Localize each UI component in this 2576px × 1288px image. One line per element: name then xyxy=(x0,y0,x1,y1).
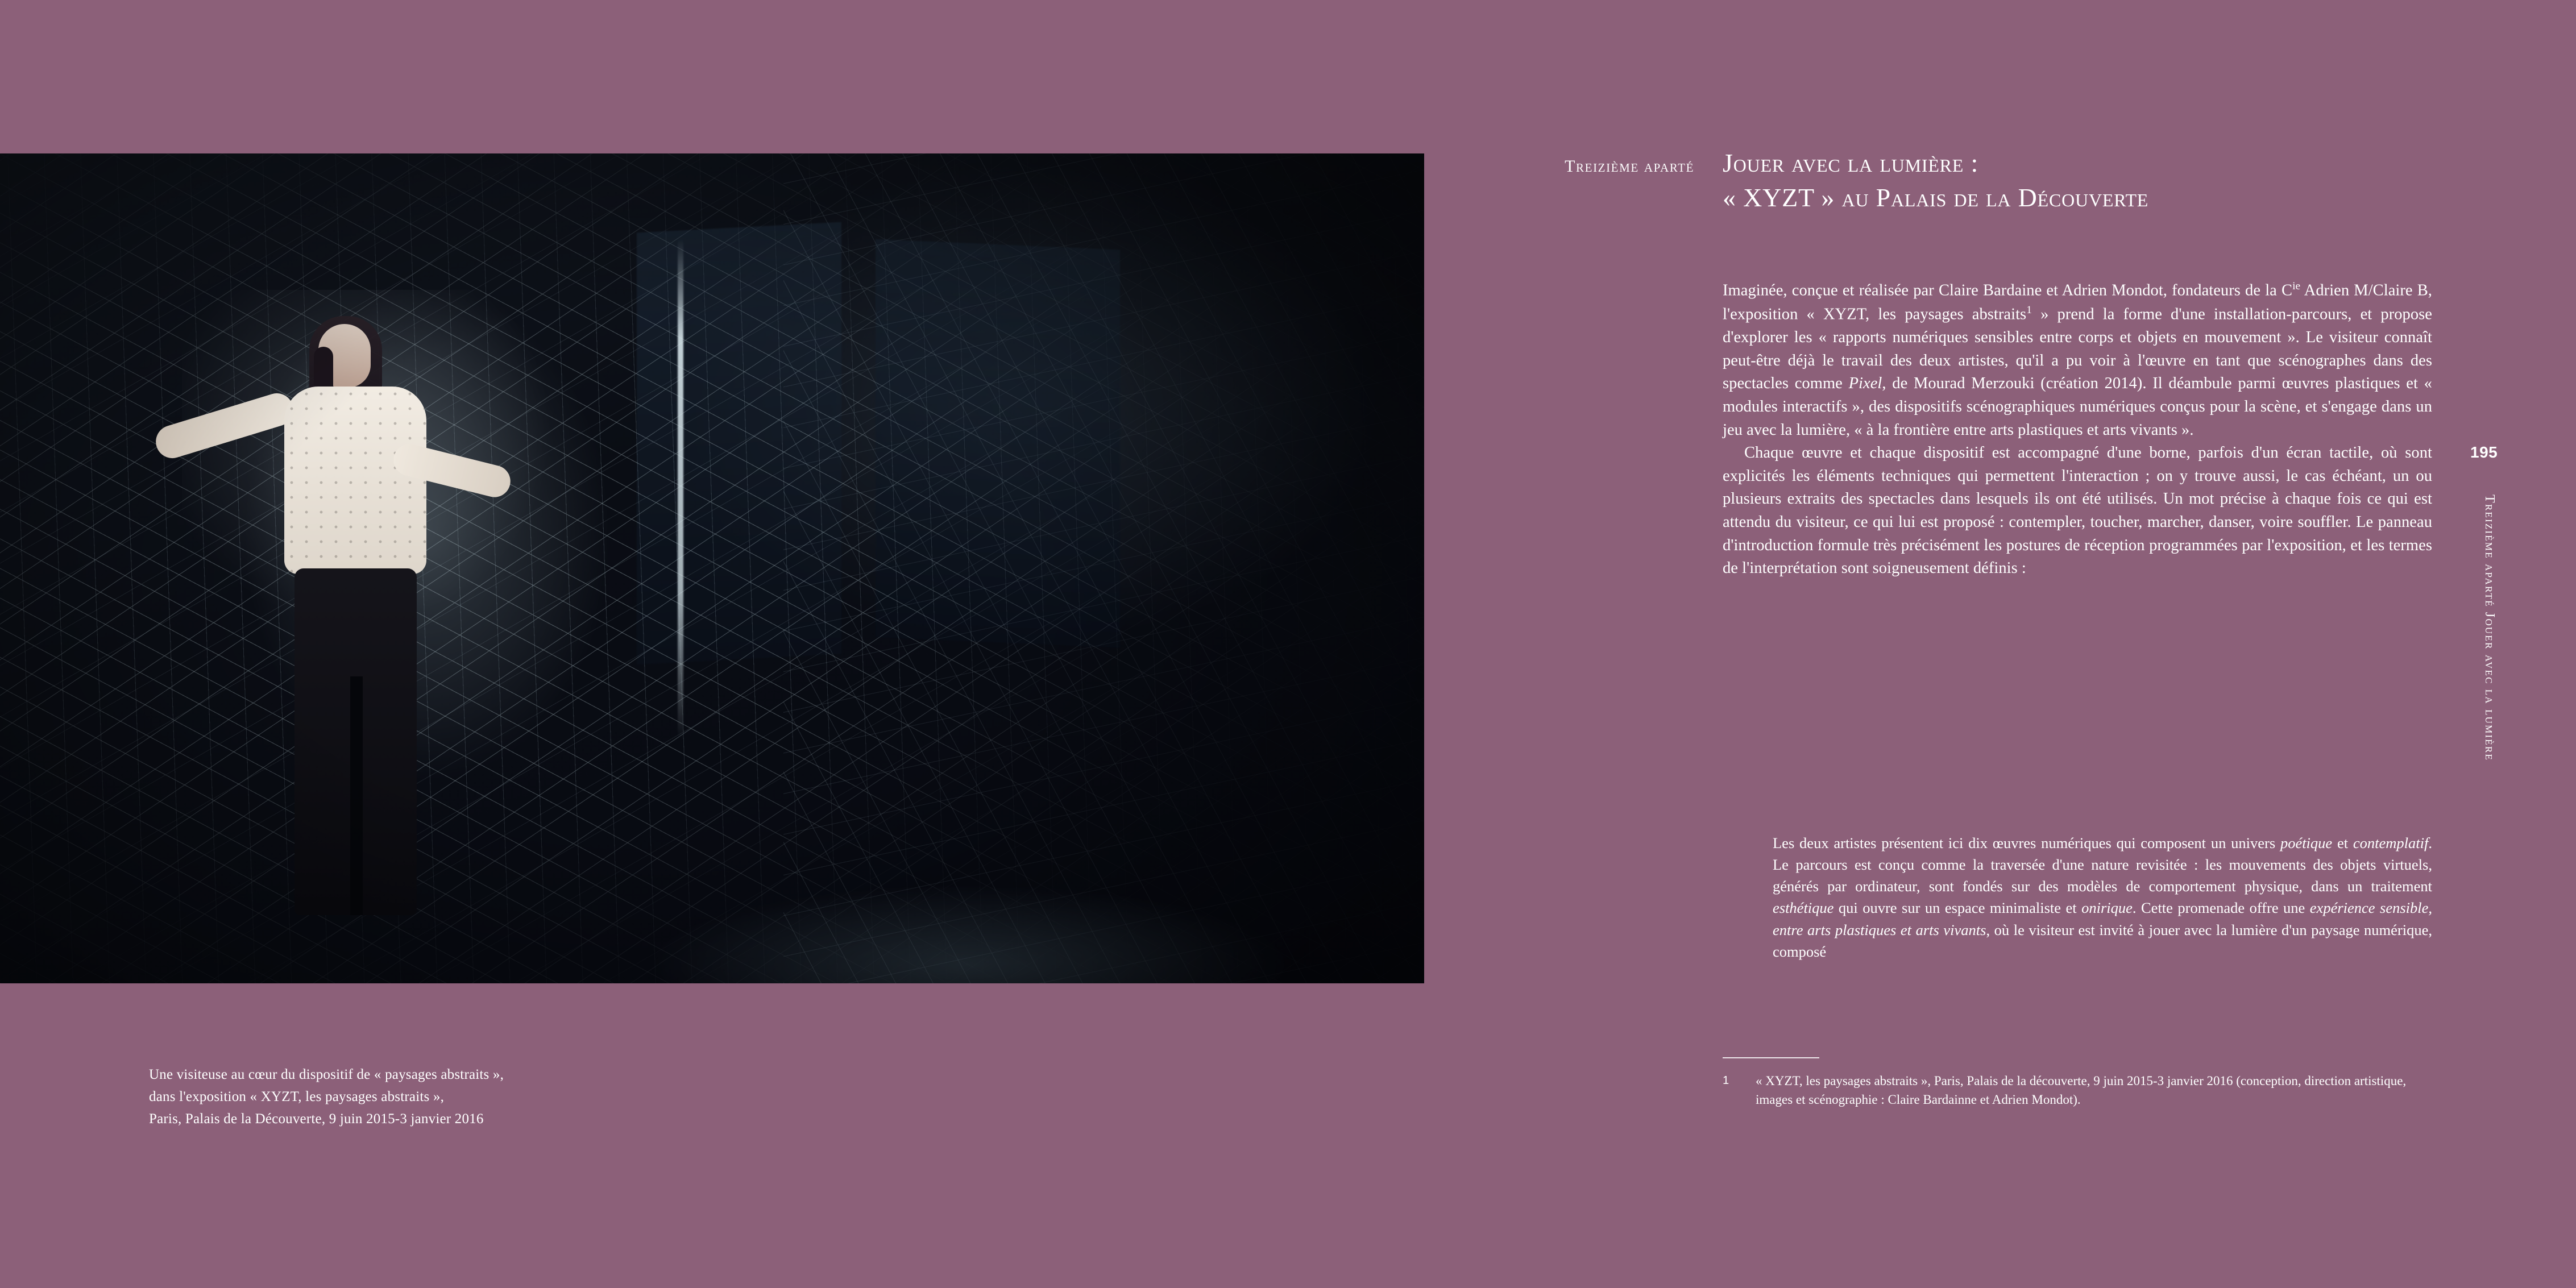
quote-italic-4: onirique xyxy=(2081,899,2133,917)
footnote-marker-1: 1 xyxy=(2026,304,2032,317)
para1-superscript-ie: ie xyxy=(2292,280,2301,292)
photo-caption-line-2: dans l'exposition « XYZT, les paysages abstraits », xyxy=(149,1088,445,1104)
photo-vignette xyxy=(0,153,1424,983)
photo-image xyxy=(0,153,1424,983)
footnote xyxy=(1723,1071,2433,1110)
para1-part-d: , de Mourad Merzouki (création 2014). Il déambule parmi œuvres plastiques et « modules interactifs », des dispositifs scénographiques numériques conçus pour la scène, et s'engage dans un jeu avec la lumière, « à la frontière entre arts plastiques et arts vivants ». xyxy=(1723,375,2432,439)
running-head xyxy=(2474,495,2497,870)
quote-part-b: et xyxy=(2332,834,2353,851)
quote-italic-2: contemplatif xyxy=(2353,834,2429,851)
para1-part-a: Imaginée, conçue et réalisée par Claire Bardaine et Adrien Mondot, fondateurs de la C xyxy=(1723,281,2293,300)
footnote-text: « XYZT, les paysages abstraits », Paris, Palais de la découverte, 9 juin 2015-3 janvier 2016 (conception, direction artistique, images et scénographie : Claire Bardainne et Adrien Mondot). xyxy=(1756,1074,2407,1107)
body-paragraph-2: Chaque œuvre et chaque dispositif est accompagné d'une borne, parfois d'un écran tactile, où sont explicités les éléments techniques qui permettent l'interaction ; on y trouve aussi, le cas échéant, un ou plusieurs extraits des spectacles dans lesquels ils ont été utilisés. Un mot précise à chaque fois ce qui est attendu du visiteur, ce qui lui est proposé : contempler, toucher, marcher, danser, voire souffler. Le panneau d'introduction formule très précisément les postures de réception programmées par l'exposition, et les termes de l'interprétation sont soigneusement définis : xyxy=(1723,444,2432,577)
body-paragraph-1 xyxy=(1723,279,2432,442)
para1-italic-pixel: Pixel xyxy=(1848,375,1882,393)
page-title-line-2: « XYZT » au Palais de la Découverte xyxy=(1723,183,2149,213)
quote-italic-5: expérience sensible, entre arts plastiques et arts vivants xyxy=(1773,899,2433,938)
footnote-number: 1 xyxy=(1723,1074,1729,1087)
quote-italic-1: poétique xyxy=(2280,834,2333,851)
quote-part-f: , où le visiteur est invité à jouer avec la lumière d'un paysage numérique, composé xyxy=(1773,921,2432,960)
page-number: 195 xyxy=(2470,443,2498,461)
quote-part-a: Les deux artistes présentent ici dix œuvres numériques qui composent un univers xyxy=(1773,834,2280,851)
page-title xyxy=(1723,146,2445,215)
apart-label: Treizième aparté xyxy=(1565,157,1694,176)
block-quote xyxy=(1773,832,2432,962)
photo-caption xyxy=(149,1064,774,1130)
page-title-line-1: Jouer avec la lumière : xyxy=(1723,148,1979,177)
photo-caption-line-1: Une visiteuse au cœur du dispositif de « paysages abstraits », xyxy=(149,1067,504,1082)
para1-part-c: » prend la forme d'une installation-parcours, et propose d'explorer les « rapports numériques sensibles entre corps et objets en mouvement ». Le visiteur connaît peut-être déjà le travail des deux artistes, qu'il a pu voir à l'œuvre en tant que scénographes dans des spectacles comme xyxy=(1723,305,2432,393)
photo-caption-line-3: Paris, Palais de la Découverte, 9 juin 2015-3 janvier 2016 xyxy=(149,1111,484,1127)
body-text xyxy=(1723,279,2432,580)
para1-part-b: Adrien M/Claire B, l'exposition « XYZT, les paysages abstraits xyxy=(1723,281,2432,323)
photo-figure xyxy=(0,153,1424,983)
quote-part-c: . Le parcours est conçu comme la traversée d'une nature revisitée : les mouvements des objets virtuels, générés par ordinateur, sont fondés sur des modèles de comportement physique, dans un traitement xyxy=(1773,834,2433,895)
quote-italic-3: esthétique xyxy=(1773,899,1834,917)
footnote-divider xyxy=(1723,1057,1819,1058)
quote-part-e: . Cette promenade offre une xyxy=(2132,899,2310,917)
quote-part-d: qui ouvre sur un espace minimaliste et xyxy=(1834,899,2082,917)
running-head-text: Treizième aparté Jouer avec la lumière xyxy=(2482,495,2497,762)
